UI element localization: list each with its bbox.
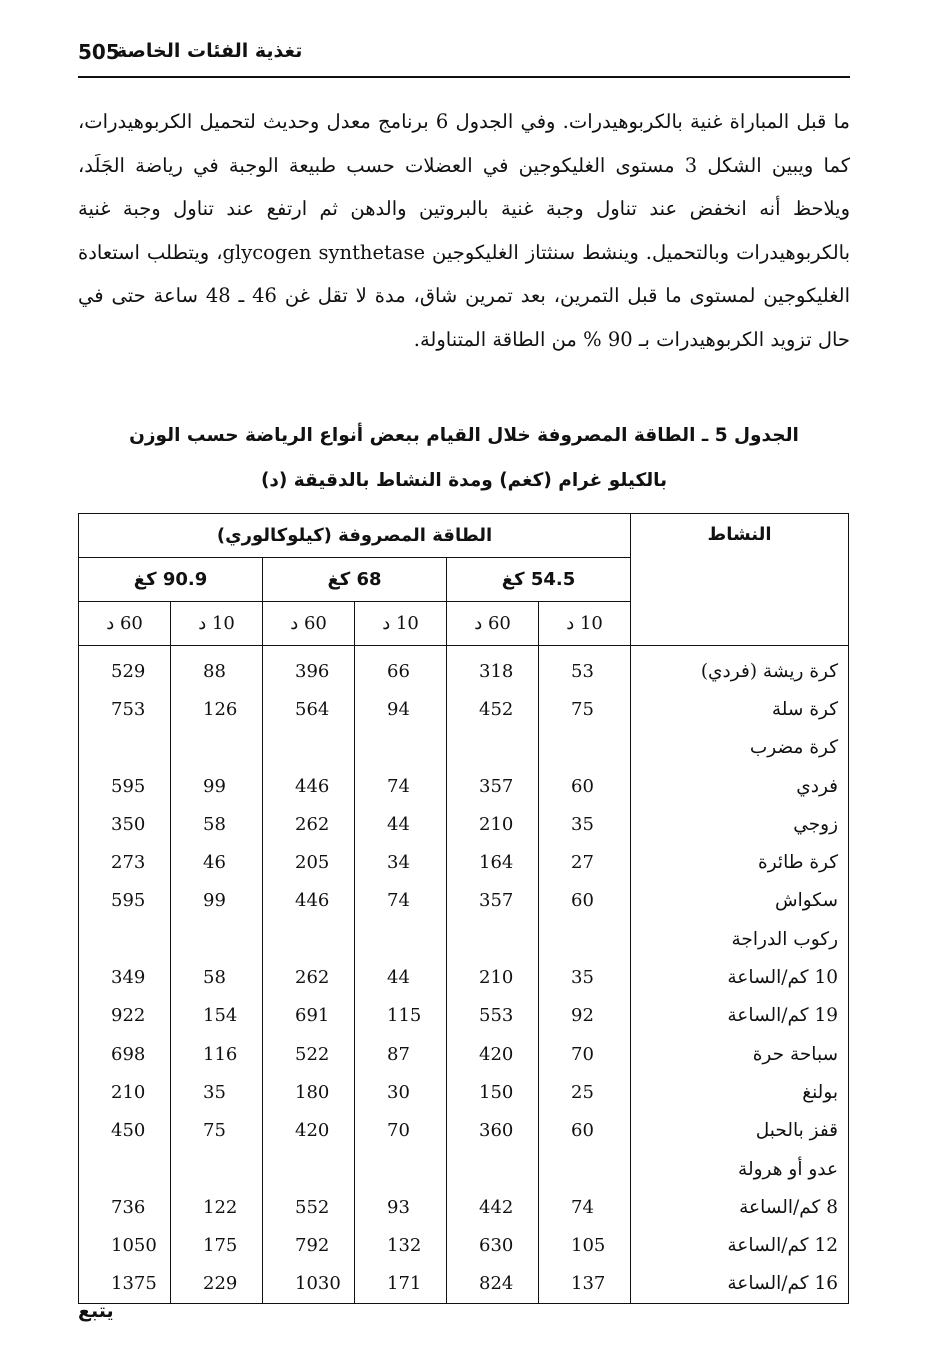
table-row bbox=[79, 920, 849, 958]
value-cell: 529 bbox=[79, 652, 171, 690]
body-paragraph: ما قبل المباراة غنية بالكربوهيدرات. وفي الجدول 6 برنامج معدل وحديث لتحميل الكربوهيدرات، كما ويبين الشكل 3 مستوى الغليكوجين في العضلات حسب طبيعة الوجبة في رياضة الجَلَد، ويلاحظ أنه انخفض عند تناول وجبة غنية بالبروتين والدهن ثم ارتفع عند تناول وجبة غنية بالكربوهيدرات وبالتحميل. وينشط سنثتاز الغليكوجين glycogen synthetase، ويتطلب استعادة الغليكوجين لمستوى ما قبل التمرين، بعد تمرين شاق، مدة لا تقل غن 46 ـ 48 ساعة حتى في حال تزويد الكربوهيدرات بـ 90 % من الطاقة المتناولة. bbox=[78, 110, 851, 351]
weight-header: 68 كغ bbox=[263, 558, 447, 602]
duration-header: 60 د bbox=[263, 602, 355, 646]
activity-cell: 8 كم/الساعة bbox=[631, 1188, 849, 1226]
value-cell bbox=[263, 729, 355, 767]
value-cell: 552 bbox=[263, 1188, 355, 1226]
value-cell bbox=[447, 1150, 539, 1188]
table-row bbox=[79, 1265, 849, 1304]
activity-cell: فردي bbox=[631, 767, 849, 805]
activity-cell: سباحة حرة bbox=[631, 1035, 849, 1073]
table-row bbox=[79, 767, 849, 805]
value-cell: 60 bbox=[539, 767, 631, 805]
value-cell: 691 bbox=[263, 997, 355, 1035]
activity-column-header: النشاط bbox=[631, 514, 849, 646]
value-cell: 74 bbox=[355, 882, 447, 920]
value-cell: 164 bbox=[447, 843, 539, 881]
value-cell: 27 bbox=[539, 843, 631, 881]
value-cell: 58 bbox=[171, 958, 263, 996]
table-row bbox=[79, 958, 849, 996]
value-cell bbox=[171, 920, 263, 958]
value-cell: 35 bbox=[171, 1073, 263, 1111]
value-cell bbox=[539, 1150, 631, 1188]
activity-cell: كرة ريشة (فردي) bbox=[631, 652, 849, 690]
value-cell: 35 bbox=[539, 805, 631, 843]
value-cell: 273 bbox=[79, 843, 171, 881]
weight-header: 90.9 كغ bbox=[79, 558, 263, 602]
value-cell: 88 bbox=[171, 652, 263, 690]
activity-cell: ركوب الدراجة bbox=[631, 920, 849, 958]
activity-cell: كرة طائرة bbox=[631, 843, 849, 881]
value-cell: 75 bbox=[539, 690, 631, 728]
value-cell: 420 bbox=[447, 1035, 539, 1073]
value-cell: 46 bbox=[171, 843, 263, 881]
value-cell: 99 bbox=[171, 882, 263, 920]
duration-header: 60 د bbox=[447, 602, 539, 646]
value-cell: 58 bbox=[171, 805, 263, 843]
value-cell: 522 bbox=[263, 1035, 355, 1073]
value-cell: 87 bbox=[355, 1035, 447, 1073]
value-cell: 154 bbox=[171, 997, 263, 1035]
energy-table bbox=[78, 513, 849, 1304]
value-cell: 442 bbox=[447, 1188, 539, 1226]
table-body bbox=[79, 646, 849, 1304]
value-cell: 1375 bbox=[79, 1265, 171, 1304]
value-cell: 630 bbox=[447, 1226, 539, 1264]
value-cell: 553 bbox=[447, 997, 539, 1035]
table-row bbox=[79, 1073, 849, 1111]
table-row bbox=[79, 1226, 849, 1264]
running-title: تغذية الفئات الخاصة bbox=[116, 40, 303, 62]
duration-header: 10 د bbox=[355, 602, 447, 646]
value-cell: 262 bbox=[263, 805, 355, 843]
value-cell: 93 bbox=[355, 1188, 447, 1226]
value-cell: 349 bbox=[79, 958, 171, 996]
activity-cell: زوجي bbox=[631, 805, 849, 843]
value-cell bbox=[171, 729, 263, 767]
table-row bbox=[79, 997, 849, 1035]
value-cell: 824 bbox=[447, 1265, 539, 1304]
value-cell bbox=[263, 920, 355, 958]
value-cell: 92 bbox=[539, 997, 631, 1035]
table-caption-line2: بالكيلو غرام (كغم) ومدة النشاط بالدقيقة (د) bbox=[260, 470, 668, 491]
value-cell: 357 bbox=[447, 767, 539, 805]
value-cell: 44 bbox=[355, 958, 447, 996]
value-cell: 70 bbox=[539, 1035, 631, 1073]
value-cell: 34 bbox=[355, 843, 447, 881]
value-cell: 126 bbox=[171, 690, 263, 728]
duration-header: 10 د bbox=[171, 602, 263, 646]
value-cell: 116 bbox=[171, 1035, 263, 1073]
value-cell: 210 bbox=[79, 1073, 171, 1111]
value-cell bbox=[79, 920, 171, 958]
value-cell: 318 bbox=[447, 652, 539, 690]
value-cell: 132 bbox=[355, 1226, 447, 1264]
value-cell: 74 bbox=[355, 767, 447, 805]
activity-cell: سكواش bbox=[631, 882, 849, 920]
table-row bbox=[79, 1188, 849, 1226]
value-cell: 99 bbox=[171, 767, 263, 805]
value-cell: 350 bbox=[79, 805, 171, 843]
value-cell: 452 bbox=[447, 690, 539, 728]
value-cell: 595 bbox=[79, 882, 171, 920]
table-row bbox=[79, 1112, 849, 1150]
value-cell: 75 bbox=[171, 1112, 263, 1150]
value-cell: 150 bbox=[447, 1073, 539, 1111]
value-cell: 35 bbox=[539, 958, 631, 996]
value-cell bbox=[171, 1150, 263, 1188]
energy-column-header: الطاقة المصروفة (كيلوكالوري) bbox=[79, 514, 631, 558]
value-cell bbox=[539, 729, 631, 767]
value-cell: 25 bbox=[539, 1073, 631, 1111]
value-cell: 736 bbox=[79, 1188, 171, 1226]
table-row bbox=[79, 843, 849, 881]
weight-header: 54.5 كغ bbox=[447, 558, 631, 602]
value-cell: 922 bbox=[79, 997, 171, 1035]
value-cell: 357 bbox=[447, 882, 539, 920]
value-cell bbox=[79, 729, 171, 767]
activity-cell: 19 كم/الساعة bbox=[631, 997, 849, 1035]
value-cell: 53 bbox=[539, 652, 631, 690]
value-cell bbox=[355, 1150, 447, 1188]
table-row bbox=[79, 690, 849, 728]
value-cell: 60 bbox=[539, 1112, 631, 1150]
value-cell: 175 bbox=[171, 1226, 263, 1264]
activity-cell: 16 كم/الساعة bbox=[631, 1265, 849, 1304]
table-row bbox=[79, 729, 849, 767]
value-cell: 70 bbox=[355, 1112, 447, 1150]
value-cell bbox=[79, 1150, 171, 1188]
value-cell: 420 bbox=[263, 1112, 355, 1150]
table-caption-line1: الجدول 5 ـ الطاقة المصروفة خلال القيام ببعض أنواع الرياضة حسب الوزن bbox=[129, 425, 799, 446]
table-row bbox=[79, 652, 849, 690]
activity-cell: كرة سلة bbox=[631, 690, 849, 728]
value-cell: 262 bbox=[263, 958, 355, 996]
table-row bbox=[79, 1035, 849, 1073]
value-cell: 753 bbox=[79, 690, 171, 728]
activity-cell: قفز بالحبل bbox=[631, 1112, 849, 1150]
value-cell: 180 bbox=[263, 1073, 355, 1111]
table-row bbox=[79, 805, 849, 843]
value-cell: 446 bbox=[263, 882, 355, 920]
value-cell: 66 bbox=[355, 652, 447, 690]
continued-note: يتبع bbox=[78, 1300, 114, 1322]
activity-cell: عدو أو هرولة bbox=[631, 1150, 849, 1188]
value-cell: 60 bbox=[539, 882, 631, 920]
page-number: 505 bbox=[78, 40, 120, 64]
value-cell: 446 bbox=[263, 767, 355, 805]
table-row bbox=[79, 882, 849, 920]
value-cell: 44 bbox=[355, 805, 447, 843]
page-header bbox=[78, 38, 850, 78]
value-cell: 450 bbox=[79, 1112, 171, 1150]
value-cell: 74 bbox=[539, 1188, 631, 1226]
value-cell: 210 bbox=[447, 805, 539, 843]
value-cell: 205 bbox=[263, 843, 355, 881]
value-cell: 564 bbox=[263, 690, 355, 728]
value-cell: 105 bbox=[539, 1226, 631, 1264]
activity-cell: 12 كم/الساعة bbox=[631, 1226, 849, 1264]
value-cell: 1030 bbox=[263, 1265, 355, 1304]
duration-header: 60 د bbox=[79, 602, 171, 646]
activity-cell: بولنغ bbox=[631, 1073, 849, 1111]
value-cell: 137 bbox=[539, 1265, 631, 1304]
value-cell: 396 bbox=[263, 652, 355, 690]
value-cell: 210 bbox=[447, 958, 539, 996]
value-cell bbox=[355, 729, 447, 767]
value-cell bbox=[447, 729, 539, 767]
value-cell: 792 bbox=[263, 1226, 355, 1264]
value-cell: 122 bbox=[171, 1188, 263, 1226]
value-cell bbox=[539, 920, 631, 958]
value-cell bbox=[263, 1150, 355, 1188]
value-cell: 115 bbox=[355, 997, 447, 1035]
duration-header: 10 د bbox=[539, 602, 631, 646]
value-cell: 30 bbox=[355, 1073, 447, 1111]
value-cell: 360 bbox=[447, 1112, 539, 1150]
value-cell: 171 bbox=[355, 1265, 447, 1304]
activity-cell: كرة مضرب bbox=[631, 729, 849, 767]
value-cell bbox=[447, 920, 539, 958]
value-cell: 1050 bbox=[79, 1226, 171, 1264]
value-cell: 595 bbox=[79, 767, 171, 805]
table-row bbox=[79, 1150, 849, 1188]
value-cell: 229 bbox=[171, 1265, 263, 1304]
value-cell: 698 bbox=[79, 1035, 171, 1073]
value-cell: 94 bbox=[355, 690, 447, 728]
value-cell bbox=[355, 920, 447, 958]
activity-cell: 10 كم/الساعة bbox=[631, 958, 849, 996]
